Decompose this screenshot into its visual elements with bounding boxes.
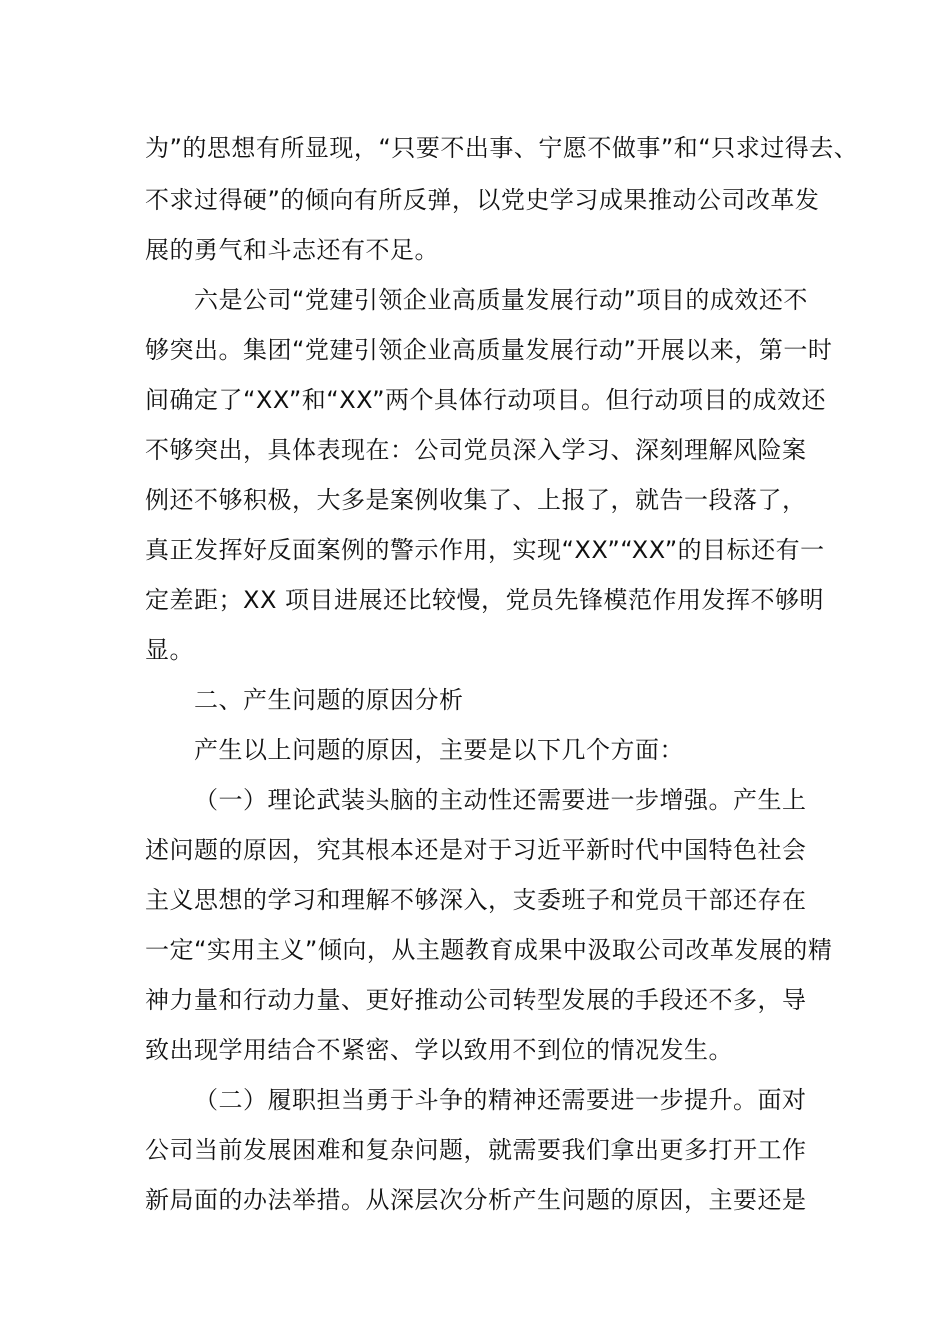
- text-line-6: 间确定了“XX”和“XX”两个具体行动项目。但行动项目的成效还: [145, 386, 827, 414]
- text-line-22: 新局面的办法举措。从深层次分析产生问题的原因，主要还是: [145, 1186, 807, 1214]
- text-line-11: 显。: [145, 636, 194, 664]
- text-line-10: 定差距；XX 项目进展还比较慢，党员先锋模范作用发挥不够明: [145, 586, 825, 614]
- text-line-16: 主义思想的学习和理解不够深入，支委班子和党员干部还存在: [145, 886, 807, 914]
- section-heading: 二、产生问题的原因分析: [194, 686, 464, 714]
- text-line-18: 神力量和行动力量、更好推动公司转型发展的手段还不多，导: [145, 986, 807, 1014]
- text-line-13: 产生以上问题的原因，主要是以下几个方面：: [194, 736, 684, 764]
- text-line-5: 够突出。集团“党建引领企业高质量发展行动”开展以来，第一时: [145, 336, 833, 364]
- text-line-8: 例还不够积极，大多是案例收集了、上报了，就告一段落了，: [145, 486, 807, 514]
- text-line-17: 一定“实用主义”倾向，从主题教育成果中汲取公司改革发展的精: [145, 936, 833, 964]
- text-line-1: 为”的思想有所显现，“只要不出事、宁愿不做事”和“只求过得去、: [145, 134, 859, 162]
- text-line-14: （一）理论武装头脑的主动性还需要进一步增强。产生上: [194, 786, 807, 814]
- text-line-21: 公司当前发展困难和复杂问题，就需要我们拿出更多打开工作: [145, 1136, 807, 1164]
- text-line-20: （二）履职担当勇于斗争的精神还需要进一步提升。面对: [194, 1086, 807, 1114]
- text-line-4: 六是公司“党建引领企业高质量发展行动”项目的成效还不: [194, 286, 808, 314]
- text-line-3: 展的勇气和斗志还有不足。: [145, 236, 439, 264]
- text-line-19: 致出现学用结合不紧密、学以致用不到位的情况发生。: [145, 1036, 733, 1064]
- text-line-7: 不够突出，具体表现在：公司党员深入学习、深刻理解风险案: [145, 436, 807, 464]
- text-line-15: 述问题的原因，究其根本还是对于习近平新时代中国特色社会: [145, 836, 807, 864]
- text-line-2: 不求过得硬”的倾向有所反弹，以党史学习成果推动公司改革发: [145, 186, 820, 214]
- text-line-9: 真正发挥好反面案例的警示作用，实现“XX”“XX”的目标还有一: [145, 536, 825, 564]
